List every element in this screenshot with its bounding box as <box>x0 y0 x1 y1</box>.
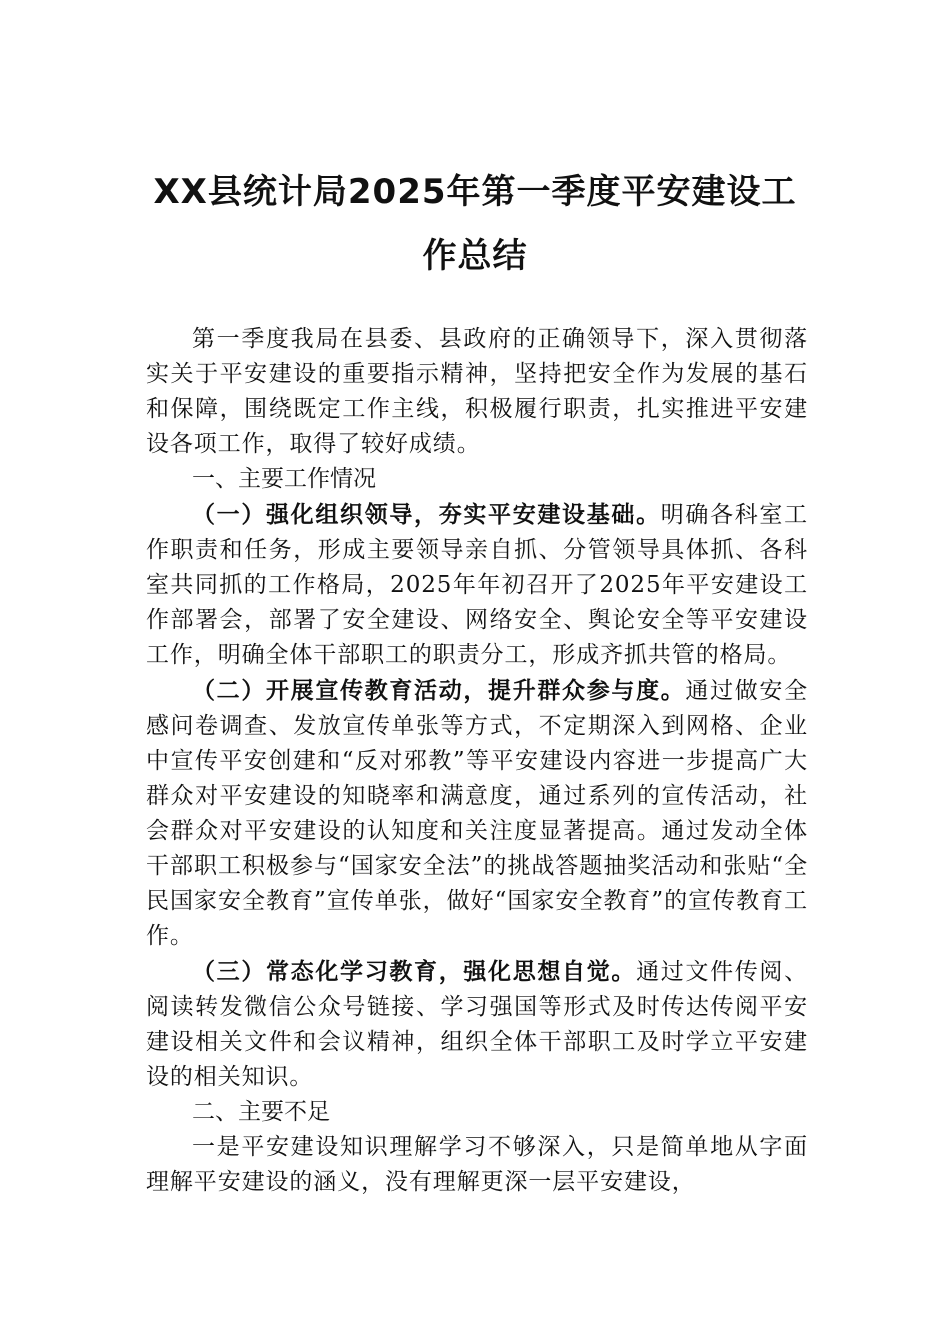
work-item-paragraph <box>146 497 808 673</box>
work-item-lead: （二）开展宣传教育活动，提升群众参与度。 <box>192 677 686 704</box>
work-item-lead: （一）强化组织领导，夯实平安建设基础。 <box>192 501 661 528</box>
work-item-text: 通过做安全感问卷调查、发放宣传单张等方式，不定期深入到网格、企业中宣传平安创建和“反对邪教”等平安建设内容进一步提高广大群众对平安建设的知晓率和满意度，通过系列的宣传活动，社会群众对平安建设的认知度和关注度显著提高。通过发动全体干部职工积极参与“国家安全法”的挑战答题抽奖活动和张贴“全民国家安全教育”宣传单张，做好“国家安全教育”的宣传教育工作。 <box>146 678 809 949</box>
section-heading-shortcomings: 二、主要不足 <box>192 1099 330 1125</box>
work-item-paragraph <box>146 673 808 954</box>
work-item-paragraph <box>146 954 808 1095</box>
section-heading-main-work: 一、主要工作情况 <box>192 466 376 492</box>
document-title-line-2: 作总结 <box>422 236 528 276</box>
work-item-lead: （三）常态化学习教育，强化思想自觉。 <box>192 958 637 985</box>
document-body <box>146 322 808 1200</box>
document-title-line-1: XX县统计局2025年第一季度平安建设工 <box>153 172 797 212</box>
intro-paragraph: 第一季度我局在县委、县政府的正确领导下，深入贯彻落实关于平安建设的重要指示精神，坚持把安全作为发展的基石和保障，围绕既定工作主线，积极履行职责，扎实推进平安建设各项工作，取得了较好成绩。 <box>146 326 808 457</box>
work-item-text: 通过文件传阅、阅读转发微信公众号链接、学习强国等形式及时传达传阅平安建设相关文件和会议精神，组织全体干部职工及时学立平安建设的相关知识。 <box>146 959 808 1090</box>
work-item-text: 明确各科室工作职责和任务，形成主要领导亲自抓、分管领导具体抓、各科室共同抓的工作格局，2025年年初召开了2025年平安建设工作部署会，部署了安全建设、网络安全、舆论安全等平安建设工作，明确全体干部职工的职责分工，形成齐抓共管的格局。 <box>146 502 808 668</box>
shortcomings-paragraph: 一是平安建设知识理解学习不够深入，只是简单地从字面理解平安建设的涵义，没有理解更深一层平安建设， <box>146 1134 808 1195</box>
document-title <box>140 160 810 288</box>
